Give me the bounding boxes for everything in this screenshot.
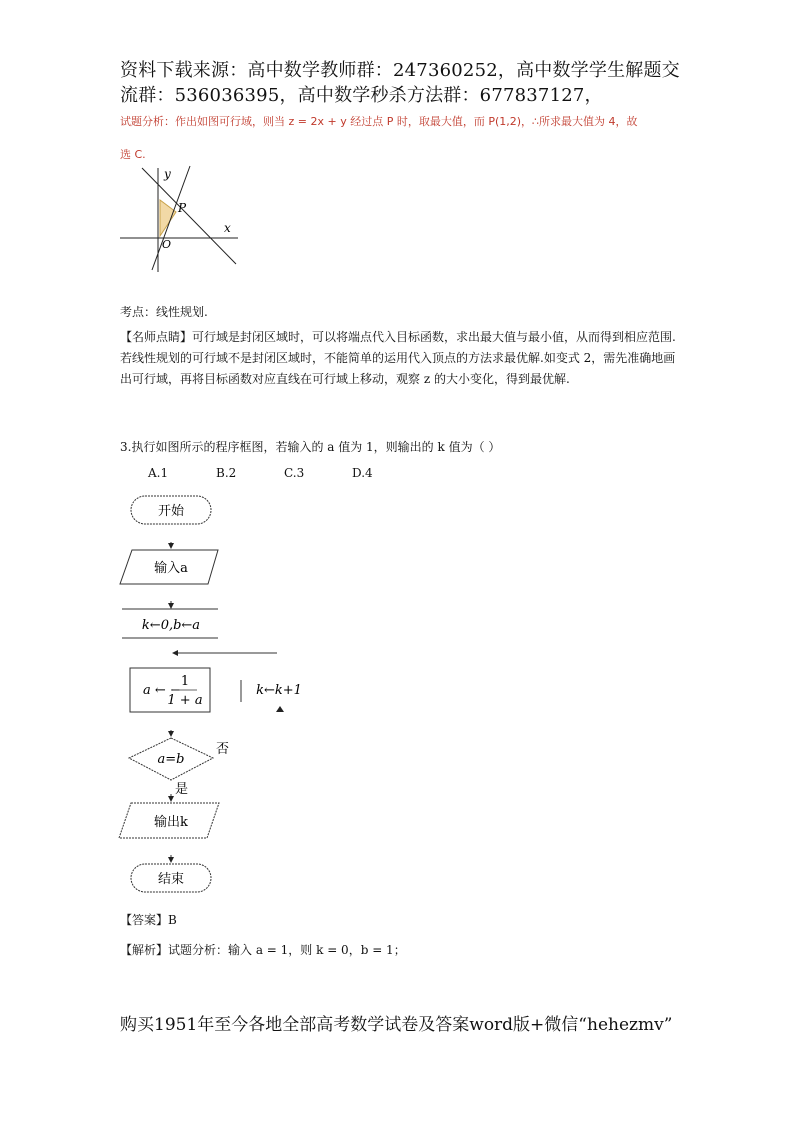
- assign-left: a ← −: [143, 683, 181, 698]
- feasible-region-graph: [118, 162, 240, 274]
- kaodian-text: 考点：线性规划.: [120, 305, 208, 319]
- answer-options: [148, 466, 420, 480]
- answer-line: 【答案】B: [120, 913, 177, 927]
- source-header-line2: 流群：536036395，高中数学秒杀方法群：677837127，: [120, 85, 603, 106]
- end-label: 结束: [157, 872, 185, 887]
- feasible-region: [160, 200, 176, 236]
- option-a: A.1: [148, 466, 169, 480]
- purchase-footer: 购买1951年至今各地全部高考数学试卷及答案word版+微信“hehezmv”: [120, 1015, 673, 1035]
- point-p-label: P: [178, 201, 187, 215]
- option-b: B.2: [216, 466, 237, 480]
- question-3: 3.执行如图所示的程序框图，若输入的 a 值为 1，则输出的 k 值为（ ）: [120, 440, 501, 454]
- flowchart: [115, 490, 315, 902]
- option-d: D.4: [352, 466, 373, 480]
- decision-yes-label: 是: [175, 782, 189, 797]
- increment-up-arrow: [276, 706, 284, 712]
- y-axis-label: y: [164, 167, 171, 181]
- assign-denominator: 1 + a: [167, 693, 203, 708]
- solution-line: 【解析】试题分析：输入 a = 1，则 k = 0，b = 1；: [120, 943, 406, 957]
- option-c: C.3: [284, 466, 305, 480]
- start-label: 开始: [157, 504, 185, 519]
- decision-no-label: 否: [216, 742, 230, 757]
- assign-numerator: 1: [180, 674, 190, 689]
- decision-label: a=b: [157, 752, 185, 767]
- teacher-tip: 【名师点睛】可行域是封闭区域时，可以将端点代入目标函数，求出最大值与最小值，从而得到相应范围.若线性规划的可行域不是封闭区域时，不能简单的运用代入顶点的方法求最优解.如变式 2，需先准确地画出可行域，再将目标函数对应直线在可行域上移动，观察 z 的大小变化，得到最优解.: [120, 330, 676, 386]
- input-label: 输入a: [154, 561, 188, 576]
- x-axis-label: x: [224, 221, 231, 235]
- init-label: k←0,b←a: [141, 618, 201, 633]
- output-label: 输出k: [154, 815, 188, 830]
- analysis-line2: 选 C.: [120, 148, 146, 161]
- source-header-line1: 资料下载来源：高中数学教师群：247360252，高中数学学生解题交: [120, 60, 680, 81]
- analysis-line1: 试题分析：作出如图可行域，则当 z = 2x + y 经过点 P 时，取最大值，而 P(1,2)，∴所求最大值为 4，故: [120, 115, 638, 128]
- origin-label: O: [162, 238, 172, 251]
- source-header: [120, 58, 690, 108]
- line-decreasing: [142, 168, 236, 264]
- increment-label: k←k+1: [256, 683, 302, 698]
